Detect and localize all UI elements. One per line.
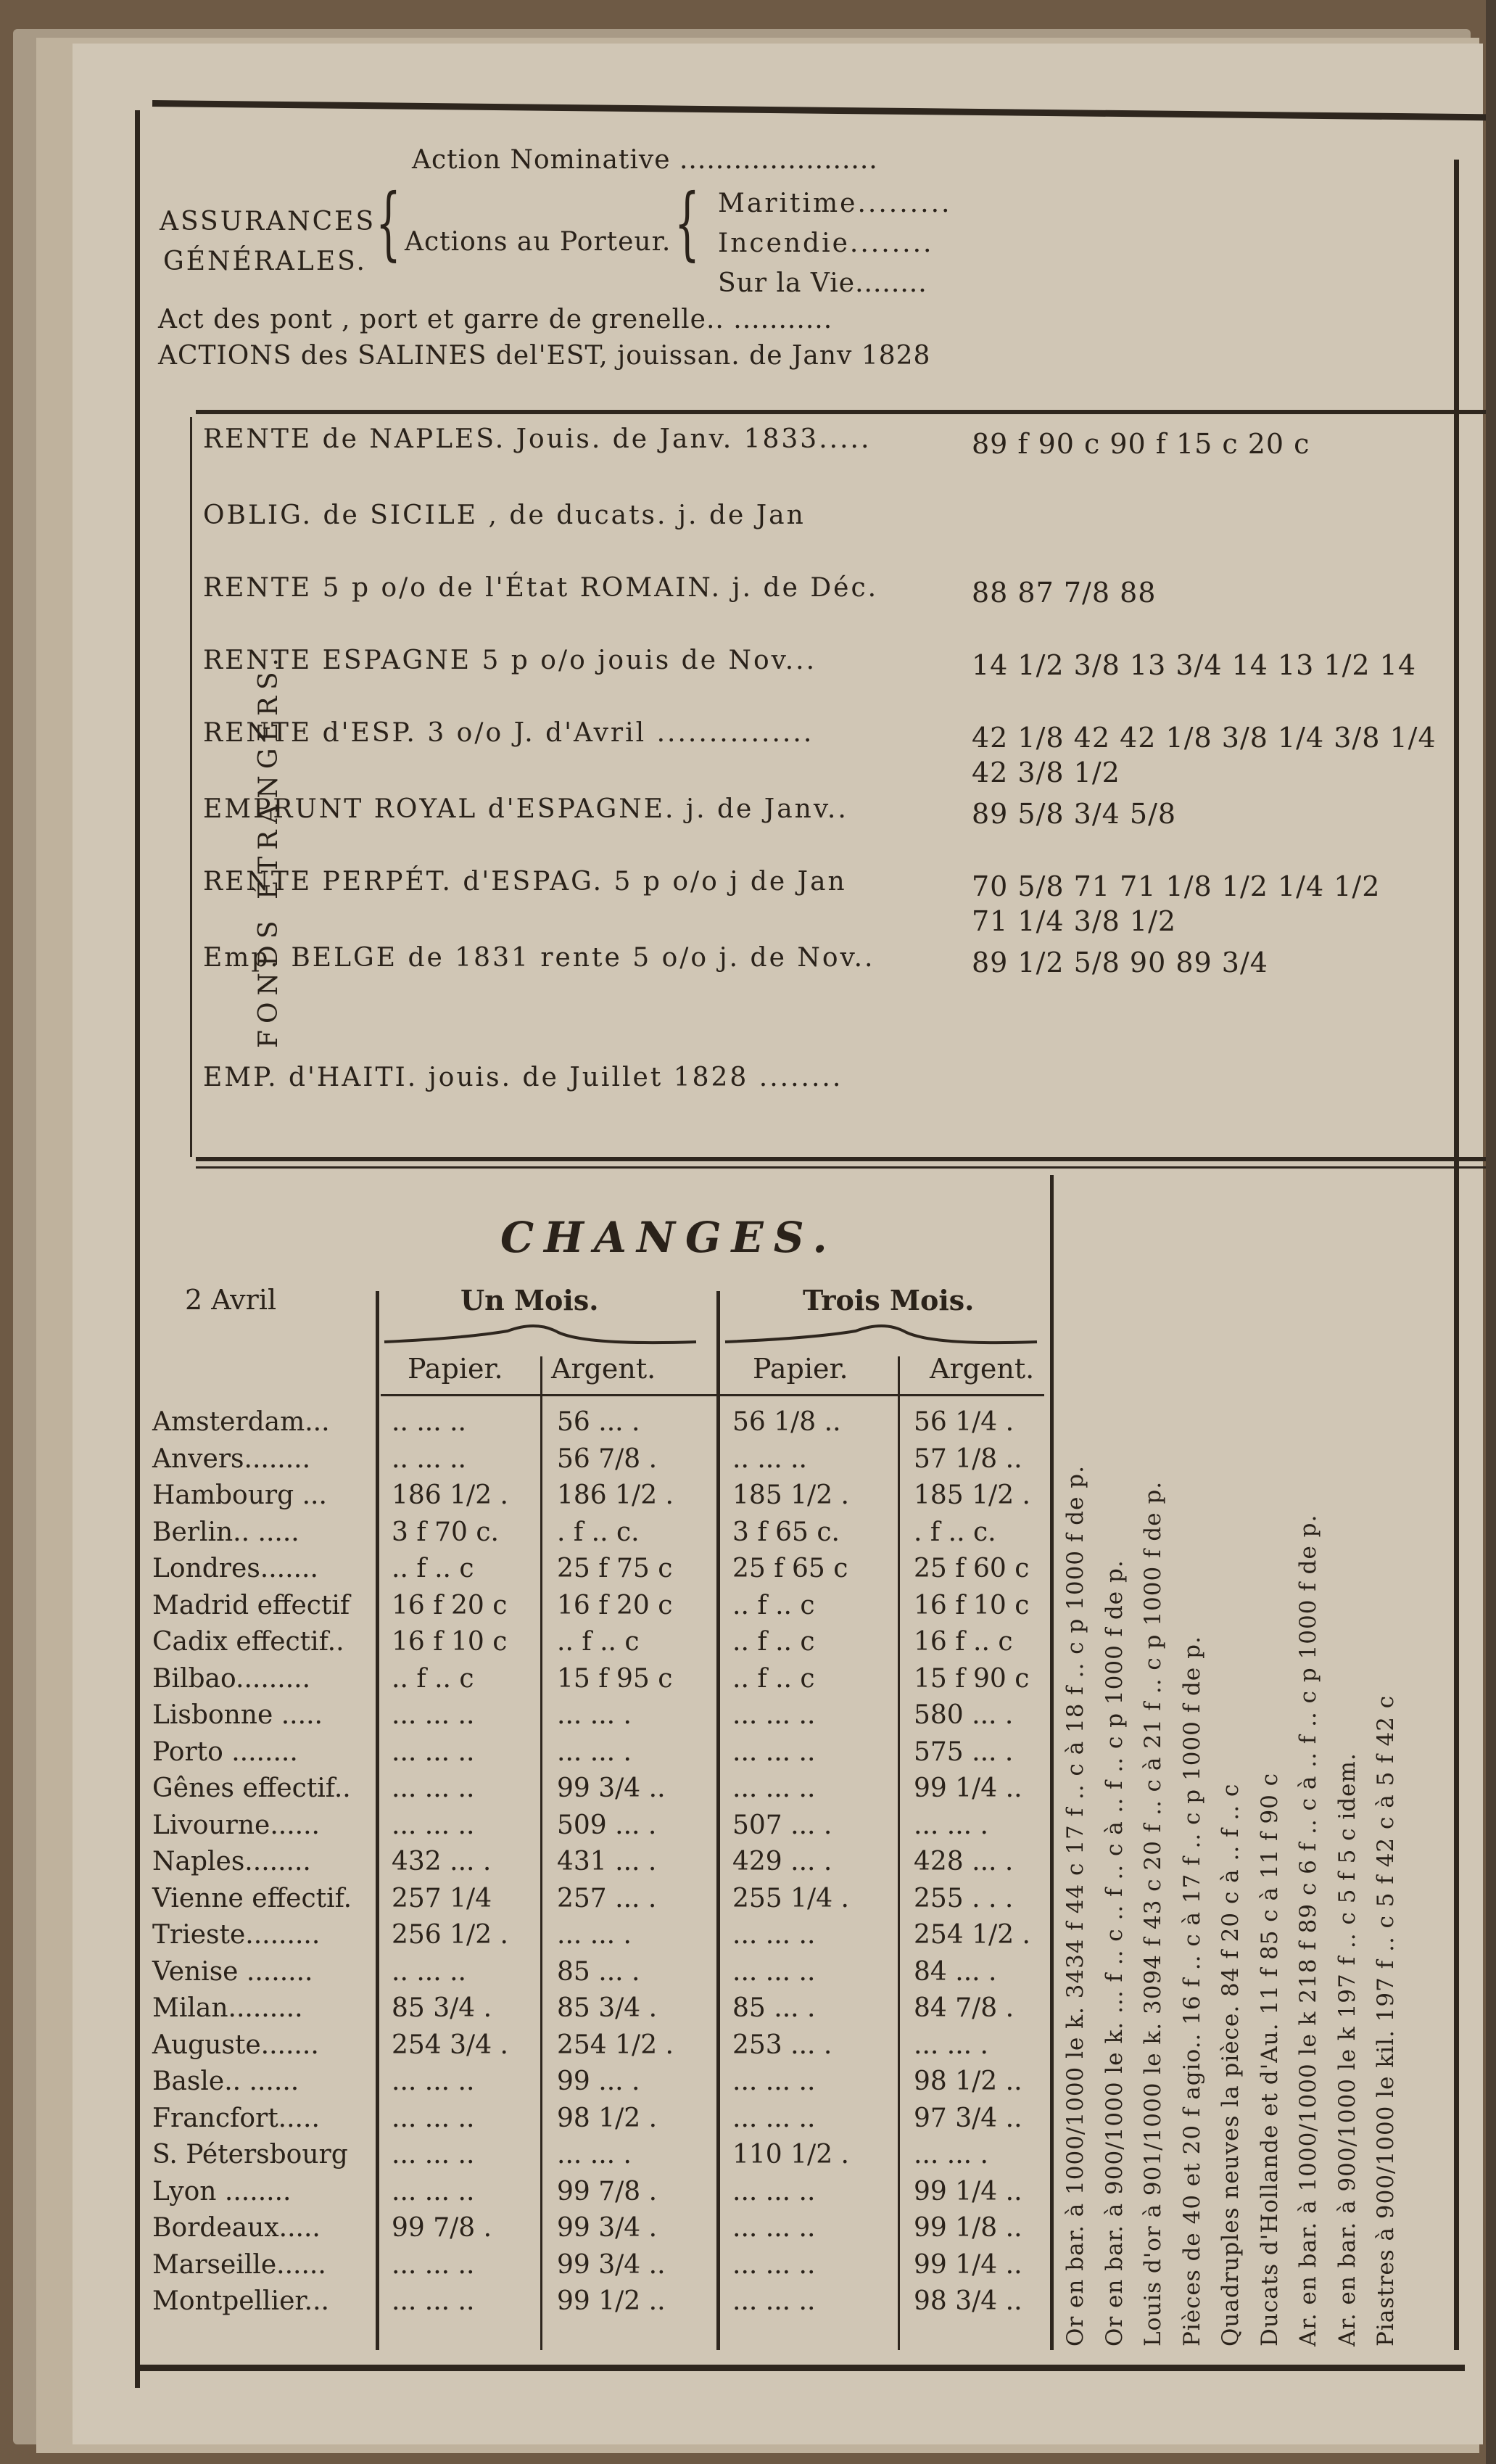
trois-mois-argent: 16 f .. c xyxy=(914,1627,1013,1657)
un-mois-papier: 85 3/4 . xyxy=(392,1993,492,2023)
metal-rate-line: Quadruples neuves la pièce. 84 f 20 c à .. f .. c xyxy=(1218,1783,1244,2346)
trois-mois-header: Trois Mois. xyxy=(803,1284,975,1317)
trois-mois-papier: ... ... .. xyxy=(732,2067,816,2096)
city-name: Vienne effectif. xyxy=(152,1883,352,1913)
trois-mois-papier: .. f .. c xyxy=(732,1663,815,1694)
un-mois-argent: 16 f 20 c xyxy=(557,1590,673,1620)
un-mois-argent: 15 f 95 c xyxy=(557,1663,673,1694)
un-mois-argent: 254 1/2 . xyxy=(557,2030,674,2060)
metal-rate-line: Pièces de 40 et 20 f agio.. 16 f .. c à 17 f .. c p 1000 f de p. xyxy=(1178,1636,1205,2346)
un-mois-papier: ... ... .. xyxy=(392,2176,475,2207)
un-mois-papier: ... ... .. xyxy=(392,2067,475,2096)
actions-porteur: Actions au Porteur. xyxy=(405,227,671,257)
un-mois-argent: 99 3/4 . xyxy=(557,2213,658,2243)
trois-mois-papier: 110 1/2 . xyxy=(732,2140,849,2170)
un-mois-argent: 85 ... . xyxy=(557,1956,640,1987)
city-name: Bilbao......... xyxy=(152,1663,311,1694)
un-mois-argent: ... ... . xyxy=(557,1736,632,1767)
un-mois-papier: ... ... .. xyxy=(392,2249,475,2280)
trois-mois-papier: ... ... .. xyxy=(732,1956,816,1987)
un-mois-papier: 16 f 10 c xyxy=(392,1627,508,1657)
trois-mois-argent: 99 1/4 .. xyxy=(914,1773,1022,1803)
city-name: Londres....... xyxy=(152,1554,318,1583)
fonds-price: 42 3/8 1/2 xyxy=(972,757,1120,788)
un-mois-papier: ... ... .. xyxy=(392,2140,475,2170)
trois-mois-argent: 98 3/4 .. xyxy=(914,2286,1022,2316)
fonds-top-rule xyxy=(196,410,1496,414)
trois-mois-papier: ... ... .. xyxy=(732,2103,816,2133)
city-name: Gênes effectif.. xyxy=(152,1773,351,1803)
metal-rate-line: Ducats d'Hollande et d'Au. 11 f 85 c à 11 f 90 c xyxy=(1256,1772,1283,2346)
trois-mois-argent: . f .. c. xyxy=(914,1517,996,1547)
trois-mois-papier: 56 1/8 .. xyxy=(732,1407,841,1437)
city-name: Berlin.. ..... xyxy=(152,1517,299,1547)
city-name: Basle.. ...... xyxy=(152,2067,299,2096)
un-mois-papier: 257 1/4 xyxy=(392,1883,492,1913)
city-name: Livourne...... xyxy=(152,1810,320,1840)
maritime-label: Maritime......... xyxy=(718,189,952,218)
un-mois-papier: 256 1/2 . xyxy=(392,1920,508,1950)
trois-mois-papier: 507 ... . xyxy=(732,1810,832,1840)
fonds-price: 71 1/4 3/8 1/2 xyxy=(972,905,1177,937)
brace-left: { xyxy=(376,176,401,269)
trois-mois-argent: 185 1/2 . xyxy=(914,1480,1030,1510)
un-mois-papier: ... ... .. xyxy=(392,1810,475,1840)
un-mois-argent: 25 f 75 c xyxy=(557,1554,673,1583)
trois-mois-papier: ... ... .. xyxy=(732,2213,816,2243)
col-rule-5 xyxy=(1050,1175,1054,2350)
city-name: Marseille...... xyxy=(152,2249,326,2280)
trois-mois-papier: 253 ... . xyxy=(732,2030,832,2060)
argent-header-1: Argent. xyxy=(551,1353,656,1385)
city-name: Auguste....... xyxy=(152,2030,319,2060)
argent-header-2: Argent. xyxy=(930,1353,1035,1385)
top-rule xyxy=(152,100,1496,121)
un-mois-argent: 56 7/8 . xyxy=(557,1443,658,1474)
fonds-name: Emp. BELGE de 1831 rente 5 o/o j. de Nov.. xyxy=(203,943,875,973)
subheader-rule xyxy=(381,1394,1044,1396)
trois-mois-papier: 185 1/2 . xyxy=(732,1480,849,1510)
bottom-rule xyxy=(138,2365,1465,2371)
city-name: S. Pétersbourg xyxy=(152,2140,348,2170)
generales-label: GÉNÉRALES. xyxy=(163,247,367,276)
un-mois-argent: 99 3/4 .. xyxy=(557,2249,666,2280)
fonds-name: EMP. d'HAITI. jouis. de Juillet 1828 ........ xyxy=(203,1063,843,1092)
un-mois-argent: 99 3/4 .. xyxy=(557,1773,666,1803)
city-name: Trieste......... xyxy=(152,1920,321,1950)
fonds-price: 89 1/2 5/8 90 89 3/4 xyxy=(972,947,1268,978)
un-mois-papier: ... ... .. xyxy=(392,2286,475,2316)
city-name: Venise ........ xyxy=(152,1956,313,1987)
metal-rate-line: Or en bar. à 900/1000 le k. ... f .. c .. f .. c à .. f .. c p 1000 f de p. xyxy=(1101,1559,1128,2346)
fonds-price: 88 87 7/8 88 xyxy=(972,577,1157,609)
metal-rate-line: Ar. en bar. à 900/1000 le k 197 f .. c 5 f 5 c idem. xyxy=(1334,1752,1360,2346)
trois-mois-papier: .. f .. c xyxy=(732,1627,815,1657)
trois-mois-argent: 254 1/2 . xyxy=(914,1920,1030,1950)
un-mois-argent: 56 ... . xyxy=(557,1407,640,1437)
trois-mois-argent: 16 f 10 c xyxy=(914,1590,1030,1620)
un-mois-argent: ... ... . xyxy=(557,1920,632,1950)
trois-mois-argent: ... ... . xyxy=(914,2030,988,2060)
actions-salines-label: ACTIONS des SALINES del'EST, jouissan. de Janv 1828 xyxy=(158,341,931,371)
trois-mois-papier: ... ... .. xyxy=(732,2286,816,2316)
fonds-name: OBLIG. de SICILE , de ducats. j. de Jan xyxy=(203,500,806,530)
un-mois-argent: 98 1/2 . xyxy=(557,2103,658,2133)
trois-mois-argent: 98 1/2 .. xyxy=(914,2067,1022,2096)
un-mois-papier: ... ... .. xyxy=(392,1773,475,1803)
ledger-page xyxy=(73,44,1483,2444)
un-mois-argent: 431 ... . xyxy=(557,1847,657,1876)
un-mois-argent: 186 1/2 . xyxy=(557,1480,674,1510)
un-mois-papier: .. ... .. xyxy=(392,1443,466,1474)
fonds-etrangers-label: FONDS ÉTRANGERS. xyxy=(254,651,284,1048)
act-pont-label: Act des pont , port et garre de grenelle.. ........... xyxy=(158,305,833,334)
trois-mois-argent: 99 1/4 .. xyxy=(914,2249,1022,2280)
un-mois-papier: ... ... .. xyxy=(392,1700,475,1730)
col-rule-3 xyxy=(716,1291,720,2350)
col-rule-1 xyxy=(376,1291,379,2350)
trois-mois-papier: 429 ... . xyxy=(732,1847,832,1876)
trois-mois-papier: ... ... .. xyxy=(732,1736,816,1767)
trois-mois-argent: 580 ... . xyxy=(914,1700,1014,1730)
action-nominative: Action Nominative ...................... xyxy=(412,145,878,175)
city-name: Bordeaux..... xyxy=(152,2213,321,2243)
fonds-name: RENTE ESPAGNE 5 p o/o jouis de Nov... xyxy=(203,646,817,675)
fonds-name: RENTE d'ESP. 3 o/o J. d'Avril ............... xyxy=(203,718,814,748)
un-mois-papier: ... ... .. xyxy=(392,1736,475,1767)
trois-mois-argent: 84 ... . xyxy=(914,1956,997,1987)
trois-mois-papier: 3 f 65 c. xyxy=(732,1517,840,1547)
trois-mois-papier: ... ... .. xyxy=(732,1773,816,1803)
metal-rate-line: Ar. en bar. à 1000/1000 le k 218 f 89 c 6 f .. c à .. f .. c p 1000 f de p. xyxy=(1295,1514,1321,2346)
city-name: Cadix effectif.. xyxy=(152,1627,344,1657)
fonds-price: 89 f 90 c 90 f 15 c 20 c xyxy=(972,428,1310,460)
un-mois-papier: 3 f 70 c. xyxy=(392,1517,499,1547)
trois-mois-argent: 255 . . . xyxy=(914,1883,1014,1913)
un-mois-papier: 254 3/4 . xyxy=(392,2030,508,2060)
right-border xyxy=(1454,160,1459,2350)
trois-mois-papier: ... ... .. xyxy=(732,2249,816,2280)
trois-mois-argent: 25 f 60 c xyxy=(914,1554,1030,1583)
un-mois-argent: 99 1/2 .. xyxy=(557,2286,666,2316)
fonds-bottom-rule-2 xyxy=(196,1166,1496,1169)
trois-mois-argent: 99 1/4 .. xyxy=(914,2176,1022,2207)
metal-rate-line: Or en bar. à 1000/1000 le k. 3434 f 44 c 17 f .. c à 18 f .. c p 1000 f de p. xyxy=(1062,1465,1088,2346)
city-name: Madrid effectif xyxy=(152,1590,350,1620)
city-name: Amsterdam... xyxy=(152,1407,330,1437)
city-name: Lisbonne ..... xyxy=(152,1700,323,1730)
papier-header-2: Papier. xyxy=(753,1353,848,1385)
un-mois-argent: .. f .. c xyxy=(557,1627,640,1657)
fonds-name: RENTE 5 p o/o de l'État ROMAIN. j. de Déc. xyxy=(203,573,879,603)
un-mois-papier: .. f .. c xyxy=(392,1663,474,1694)
un-mois-papier: 432 ... . xyxy=(392,1847,492,1876)
fonds-bottom-rule xyxy=(196,1157,1496,1161)
changes-date: 2 Avril xyxy=(185,1284,277,1316)
trois-mois-argent: 97 3/4 .. xyxy=(914,2103,1022,2133)
assurances-label: ASSURANCES xyxy=(160,207,376,236)
trois-mois-argent: 84 7/8 . xyxy=(914,1993,1014,2023)
city-name: Lyon ........ xyxy=(152,2176,292,2207)
fonds-price: 14 1/2 3/8 13 3/4 14 13 1/2 14 xyxy=(972,649,1417,681)
un-mois-argent: . f .. c. xyxy=(557,1517,640,1547)
trois-mois-argent: 575 ... . xyxy=(914,1736,1014,1767)
city-name: Francfort..... xyxy=(152,2103,320,2133)
fonds-left-rule xyxy=(190,417,192,1157)
fonds-price: 89 5/8 3/4 5/8 xyxy=(972,798,1177,830)
trois-mois-argent: ... ... . xyxy=(914,2140,988,2170)
un-mois-argent: 509 ... . xyxy=(557,1810,657,1840)
incendie-label: Incendie........ xyxy=(718,228,934,258)
trois-mois-argent: ... ... . xyxy=(914,1810,988,1840)
un-mois-papier: 16 f 20 c xyxy=(392,1590,508,1620)
un-mois-papier: .. ... .. xyxy=(392,1956,466,1987)
un-mois-papier: 99 7/8 . xyxy=(392,2213,492,2243)
trois-mois-papier: .. f .. c xyxy=(732,1590,815,1620)
trois-mois-papier: ... ... .. xyxy=(732,2176,816,2207)
un-mois-argent: ... ... . xyxy=(557,1700,632,1730)
un-mois-argent: 85 3/4 . xyxy=(557,1993,658,2023)
col-rule-2 xyxy=(540,1356,542,2350)
trois-mois-papier: 255 1/4 . xyxy=(732,1883,849,1913)
un-mois-papier: .. ... .. xyxy=(392,1407,466,1437)
trois-mois-argent: 99 1/8 .. xyxy=(914,2213,1022,2243)
city-name: Montpellier... xyxy=(152,2286,329,2316)
fonds-name: RENTE PERPÉT. d'ESPAG. 5 p o/o j de Jan xyxy=(203,867,847,897)
fonds-price: 70 5/8 71 71 1/8 1/2 1/4 1/2 xyxy=(972,870,1381,902)
metal-rate-line: Piastres à 900/1000 le kil. 197 f .. c 5 f 42 c à 5 f 42 c xyxy=(1373,1694,1399,2346)
trois-mois-argent: 15 f 90 c xyxy=(914,1663,1030,1694)
metal-rate-line: Louis d'or à 901/1000 le k. 3094 f 43 c 20 f .. c à 21 f .. c p 1000 f de p. xyxy=(1140,1480,1166,2346)
brace-right: { xyxy=(674,176,700,269)
fonds-name: EMPRUNT ROYAL d'ESPAGNE. j. de Janv.. xyxy=(203,794,848,824)
city-name: Hambourg ... xyxy=(152,1480,327,1510)
city-name: Milan......... xyxy=(152,1993,303,2023)
trois-mois-papier: ... ... .. xyxy=(732,1920,816,1950)
fonds-name: RENTE de NAPLES. Jouis. de Janv. 1833..... xyxy=(203,424,872,454)
trois-mois-argent: 57 1/8 .. xyxy=(914,1443,1022,1474)
sur-la-vie-label: Sur la Vie........ xyxy=(718,268,927,298)
un-mois-header: Un Mois. xyxy=(460,1284,599,1317)
un-mois-papier: 186 1/2 . xyxy=(392,1480,508,1510)
un-mois-argent: 99 ... . xyxy=(557,2067,640,2096)
city-name: Naples........ xyxy=(152,1847,311,1876)
fonds-price: 42 1/8 42 42 1/8 3/8 1/4 3/8 1/4 xyxy=(972,722,1437,754)
trois-mois-argent: 56 1/4 . xyxy=(914,1407,1014,1437)
trois-mois-argent: 428 ... . xyxy=(914,1847,1014,1876)
un-mois-argent: ... ... . xyxy=(557,2140,632,2170)
un-mois-argent: 99 7/8 . xyxy=(557,2176,658,2207)
city-name: Anvers........ xyxy=(152,1443,311,1474)
un-mois-argent: 257 ... . xyxy=(557,1883,657,1913)
papier-header-1: Papier. xyxy=(408,1353,503,1385)
trois-mois-papier: .. ... .. xyxy=(732,1443,807,1474)
un-mois-papier: .. f .. c xyxy=(392,1554,474,1583)
col-rule-4 xyxy=(898,1356,900,2350)
trois-mois-papier: 85 ... . xyxy=(732,1993,816,2023)
changes-title: CHANGES. xyxy=(500,1213,838,1262)
left-border xyxy=(135,110,140,2388)
trois-mois-papier: 25 f 65 c xyxy=(732,1554,848,1583)
binding-edge xyxy=(1486,0,1496,2464)
trois-mois-papier: ... ... .. xyxy=(732,1700,816,1730)
un-mois-papier: ... ... .. xyxy=(392,2103,475,2133)
city-name: Porto ........ xyxy=(152,1736,298,1767)
header-flourish xyxy=(377,1317,1044,1353)
